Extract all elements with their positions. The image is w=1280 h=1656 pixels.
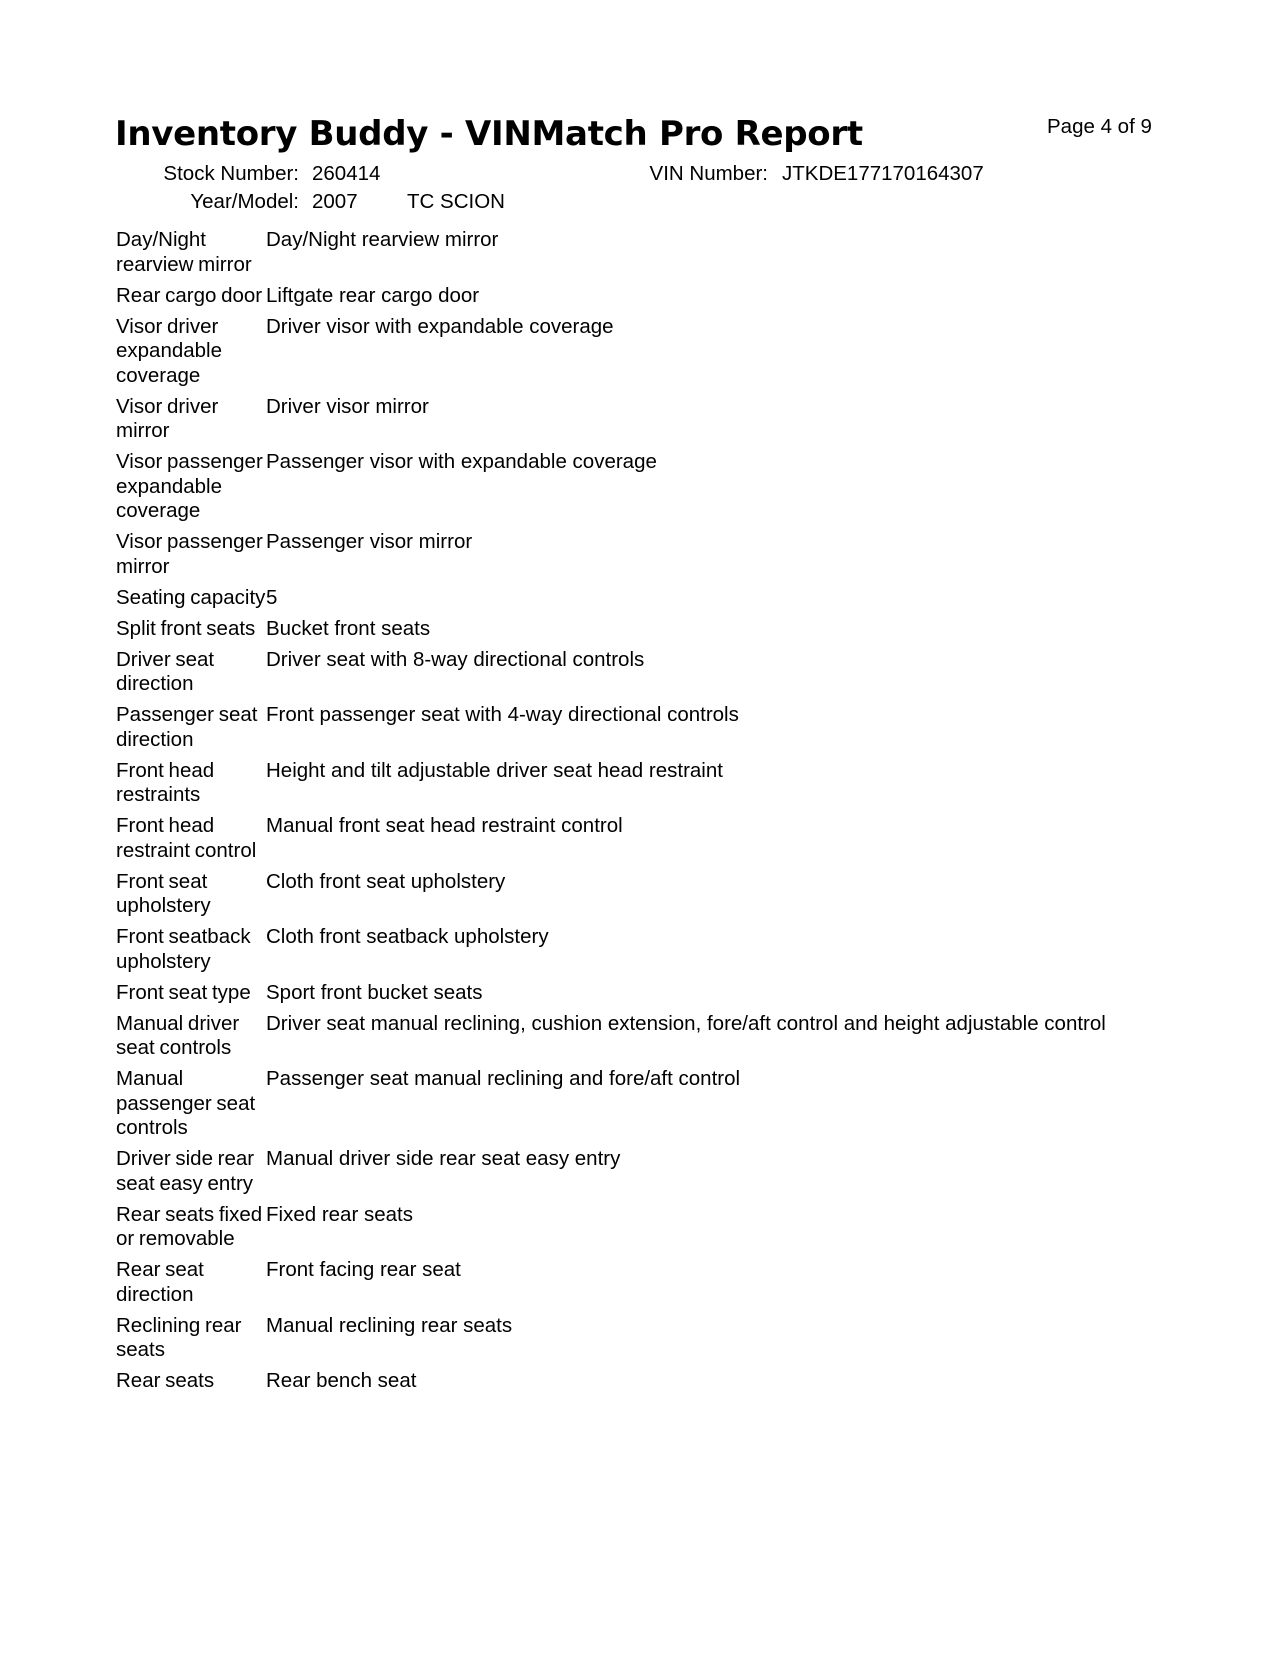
feature-label: Split front seats [116,616,256,640]
stock-number-label: Stock Number: [163,162,299,185]
feature-label: Driver seat direction [116,647,215,695]
feature-label: Manual passenger seat controls [116,1067,256,1139]
feature-value: Manual driver side rear seat easy entry [266,1147,621,1170]
feature-list [116,228,1176,1400]
feature-label: Visor driver mirror [116,394,219,442]
feature-row [116,284,1176,309]
feature-row [116,395,1176,444]
feature-row [116,1369,1176,1394]
feature-label: Driver side rear seat easy entry [116,1147,255,1195]
feature-row [116,759,1176,808]
page-indicator: Page 4 of 9 [1047,115,1152,138]
vin-number-value: JTKDE177170164307 [782,162,984,185]
model-value: TC SCION [407,190,505,213]
feature-value: Cloth front seat upholstery [266,869,506,893]
feature-value: Passenger visor mirror [266,530,473,553]
feature-label: Rear seats [116,1369,215,1392]
feature-value: Driver visor with expandable coverage [266,314,614,338]
feature-value: Passenger seat manual reclining and fore/aft control [266,1067,741,1090]
stock-number-value: 260414 [312,162,381,185]
feature-label: Seating capacity [116,585,266,609]
feature-label: Day/Night rearview mirror [116,228,252,276]
feature-row [116,1258,1176,1307]
feature-row [116,1147,1176,1196]
feature-row [116,1012,1176,1061]
feature-value: Driver seat manual reclining, cushion extension, fore/aft control and height adjustable control [266,1011,1106,1035]
feature-label: Rear seats fixed or removable [116,1202,263,1250]
report-title: Inventory Buddy - VINMatch Pro Report [115,114,863,154]
feature-label: Visor passenger expandable coverage [116,450,263,522]
feature-value: Front passenger seat with 4-way directional controls [266,703,739,726]
feature-value: Fixed rear seats [266,1202,413,1226]
feature-row [116,1203,1176,1252]
feature-label: Rear cargo door [116,283,263,307]
feature-value: Manual front seat head restraint control [266,814,623,837]
feature-row [116,648,1176,697]
feature-value: 5 [266,585,278,609]
feature-row [116,925,1176,974]
feature-row [116,1067,1176,1141]
feature-label: Front seat upholstery [116,869,211,917]
feature-label: Rear seat direction [116,1258,204,1306]
feature-label: Passenger seat direction [116,703,258,751]
feature-value: Liftgate rear cargo door [266,283,480,307]
feature-label: Visor passenger mirror [116,530,263,578]
feature-row [116,814,1176,863]
feature-value: Cloth front seatback upholstery [266,925,549,948]
feature-row [116,981,1176,1006]
feature-value: Bucket front seats [266,616,431,640]
feature-label: Front seatback upholstery [116,925,251,973]
feature-row [116,315,1176,389]
feature-value: Rear bench seat [266,1369,417,1392]
year-model-label: Year/Model: [190,190,299,213]
feature-value: Front facing rear seat [266,1258,461,1281]
year-value: 2007 [312,190,358,213]
feature-label: Front seat type [116,980,251,1004]
feature-row [116,870,1176,919]
feature-row [116,703,1176,752]
feature-label: Reclining rear seats [116,1313,242,1361]
vin-number-label: VIN Number: [649,162,768,185]
feature-label: Visor driver expandable coverage [116,314,223,387]
feature-row [116,586,1176,611]
feature-value: Driver seat with 8-way directional controls [266,647,645,671]
feature-value: Day/Night rearview mirror [266,228,499,251]
feature-label: Front head restraints [116,758,215,806]
feature-value: Passenger visor with expandable coverage [266,450,657,473]
feature-row [116,530,1176,579]
feature-row [116,1314,1176,1363]
feature-row [116,617,1176,642]
feature-value: Driver visor mirror [266,394,429,418]
feature-value: Height and tilt adjustable driver seat head restraint [266,758,723,782]
feature-value: Sport front bucket seats [266,980,483,1004]
feature-row [116,228,1176,277]
feature-value: Manual reclining rear seats [266,1313,513,1337]
feature-row [116,450,1176,524]
feature-label: Manual driver seat controls [116,1011,240,1059]
feature-label: Front head restraint control [116,814,257,862]
